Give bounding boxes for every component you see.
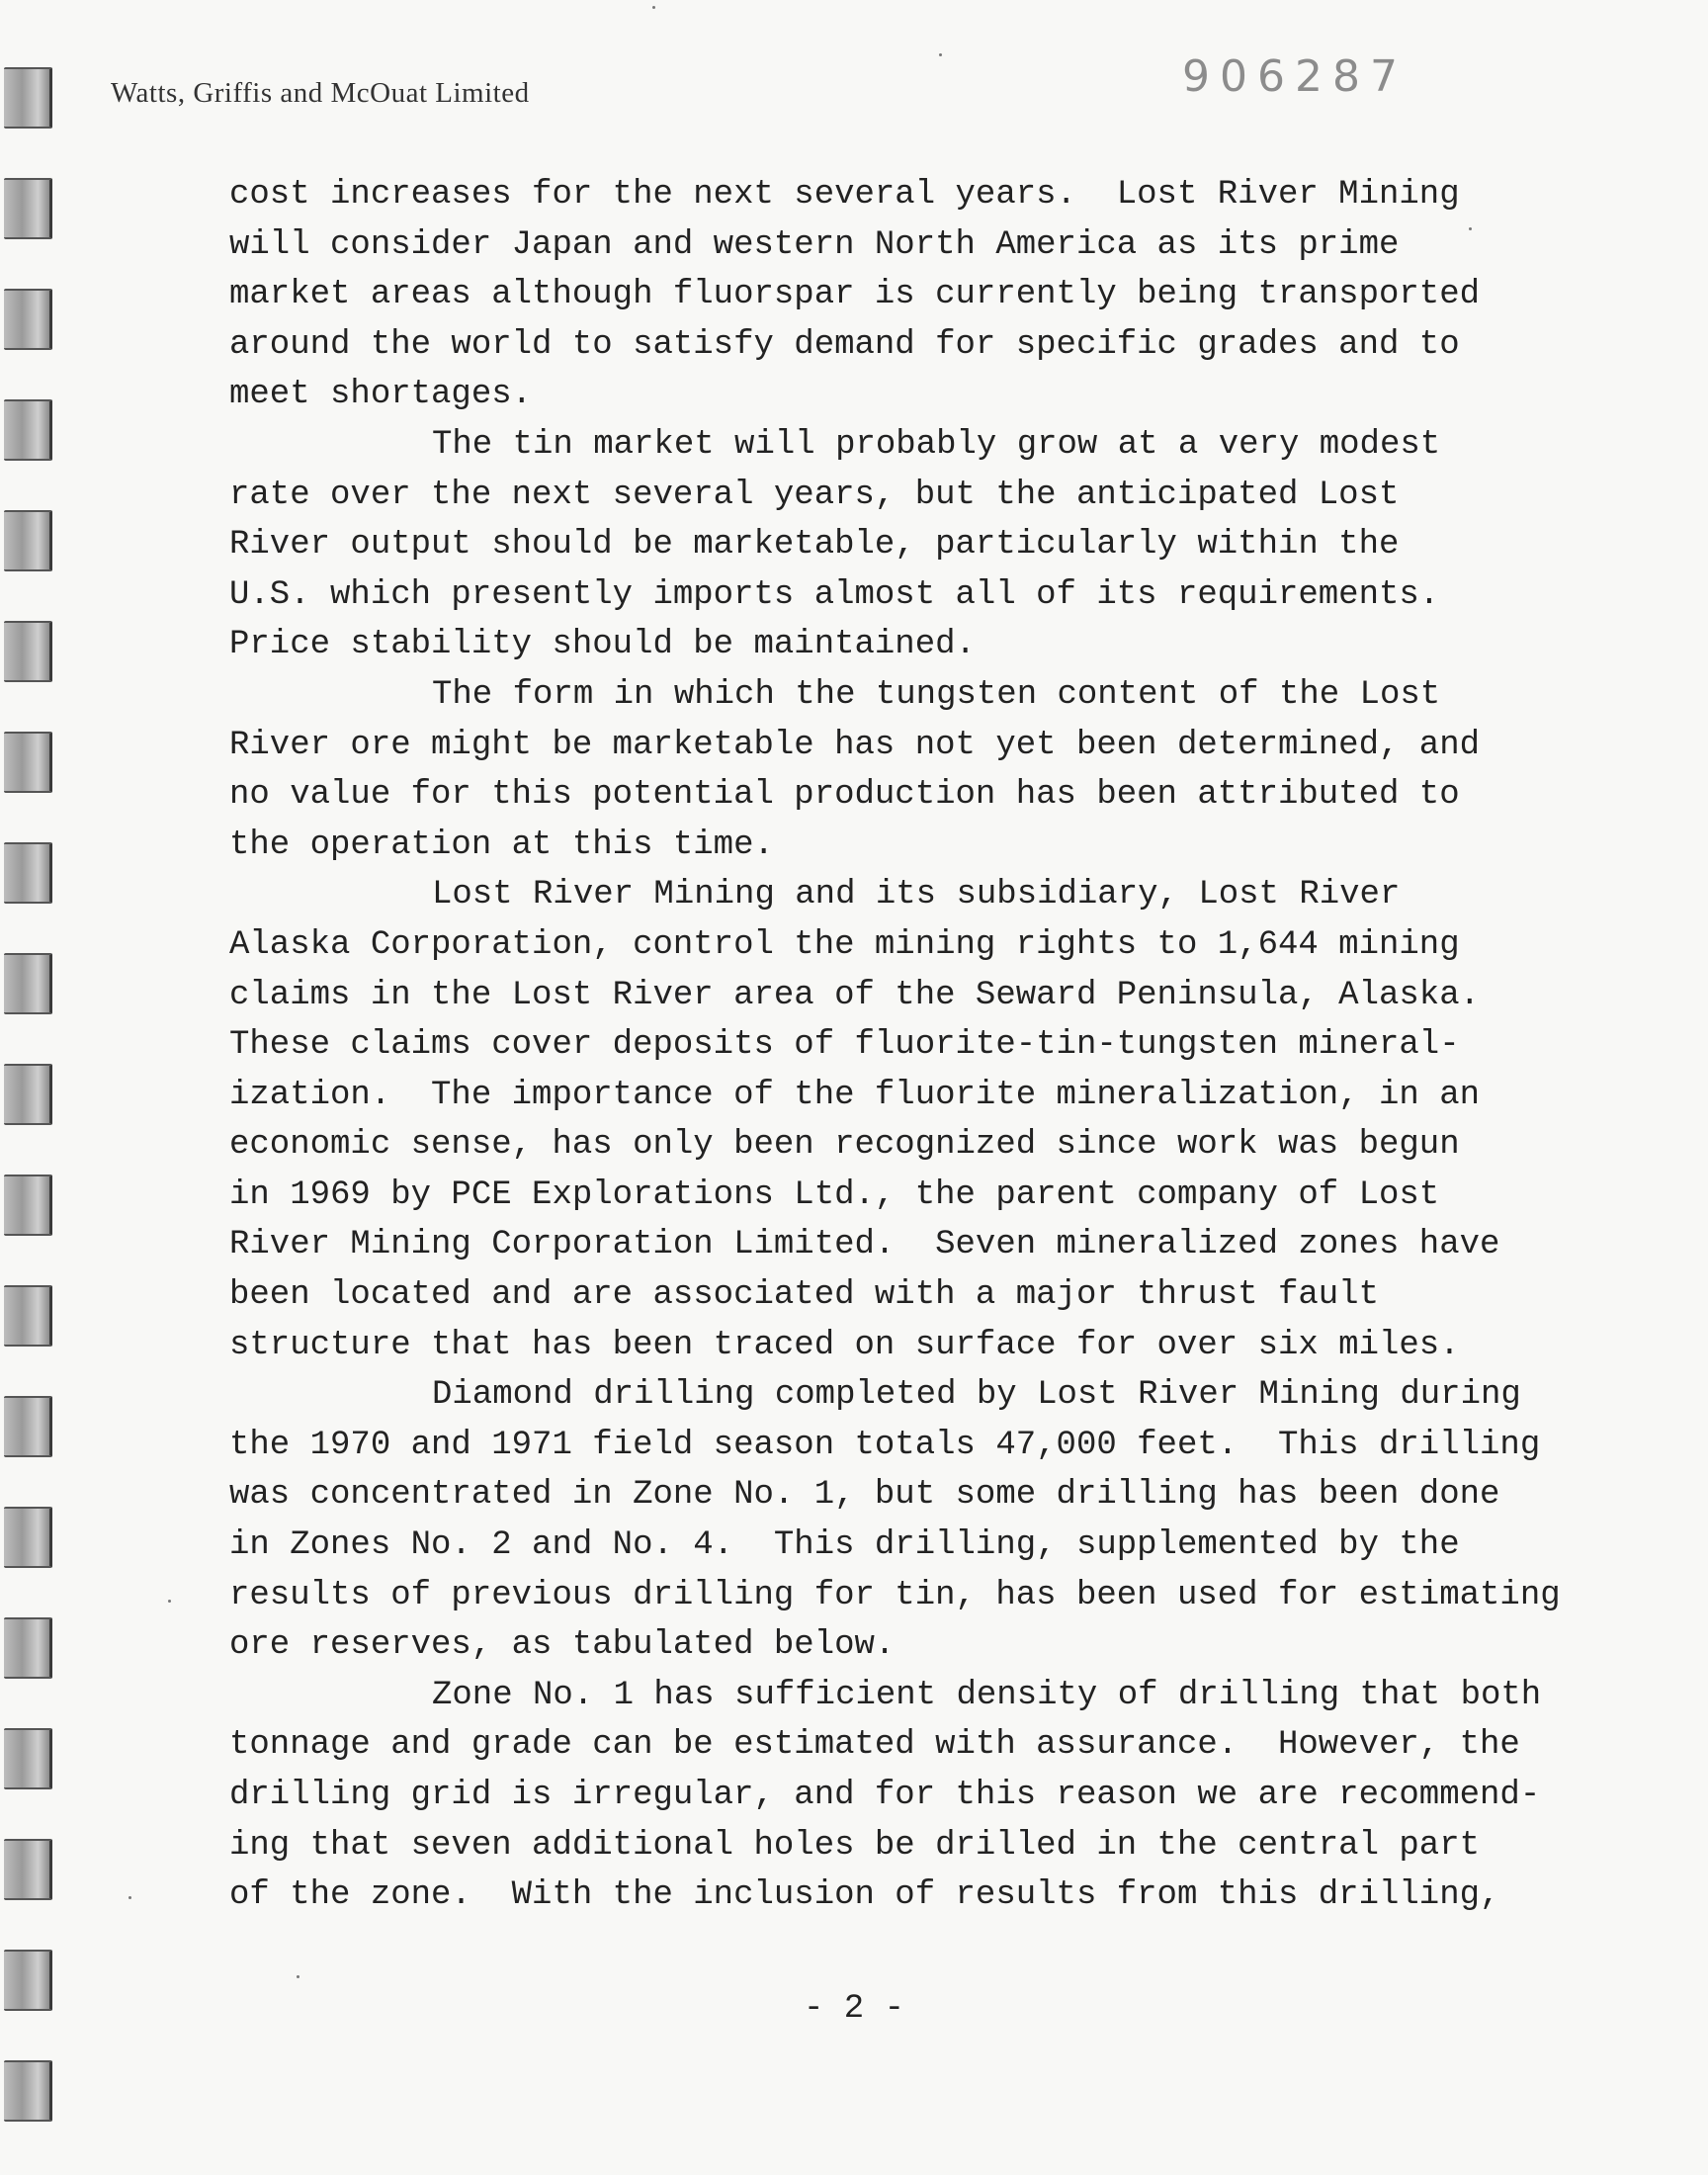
text-line: in 1969 by PCE Explorations Ltd., the parent company of Lost <box>229 1175 1440 1214</box>
binder-ring <box>4 953 52 1014</box>
scan-speck <box>168 1600 171 1603</box>
text-line: Zone No. 1 has sufficient density of drilling that both <box>432 1676 1542 1714</box>
text-line: Price stability should be maintained. <box>229 626 976 664</box>
text-line: was concentrated in Zone No. 1, but some drilling has been done <box>229 1476 1500 1515</box>
text-line: rate over the next several years, but the anticipated Lost <box>229 476 1400 514</box>
binder-ring <box>4 1396 52 1457</box>
text-line: The form in which the tungsten content of the Lost <box>432 675 1441 714</box>
text-line: claims in the Lost River area of the Seward Peninsula, Alaska. <box>229 976 1481 1014</box>
text-line: The tin market will probably grow at a very modest <box>432 425 1441 464</box>
binder-ring <box>4 1064 52 1125</box>
text-line: River output should be marketable, particularly within the <box>229 526 1400 565</box>
body-text <box>229 170 1564 1921</box>
text-line: structure that has been traced on surface for over six miles. <box>229 1326 1460 1364</box>
text-line: River Mining Corporation Limited. Seven mineralized zones have <box>229 1226 1500 1264</box>
binder-ring <box>4 289 52 350</box>
text-line: Lost River Mining and its subsidiary, Lost River <box>432 876 1401 914</box>
scan-speck <box>128 1896 131 1899</box>
text-line: no value for this potential production has been attributed to <box>229 776 1460 815</box>
text-line: results of previous drilling for tin, has been used for estimating <box>229 1576 1561 1614</box>
binder-ring <box>4 732 52 793</box>
text-line: drilling grid is irregular, and for this reason we are recommend- <box>229 1777 1541 1814</box>
text-line: the operation at this time. <box>229 826 774 864</box>
text-line: cost increases for the next several years. Lost River Mining <box>229 176 1460 214</box>
text-line: of the zone. With the inclusion of results from this drilling, <box>229 1876 1500 1915</box>
binder-ring <box>4 1174 52 1236</box>
page-number: - 2 - <box>803 1990 905 2028</box>
scan-speck <box>939 53 942 56</box>
binder-rings <box>0 59 59 2175</box>
text-line: meet shortages. <box>229 376 533 414</box>
scan-speck <box>652 6 655 9</box>
binder-ring <box>4 1728 52 1789</box>
scan-speck <box>1469 227 1472 230</box>
text-line: will consider Japan and western North America as its prime <box>229 225 1400 264</box>
text-line: economic sense, has only been recognized since work was begun <box>229 1126 1460 1165</box>
document-number: 906287 <box>1182 51 1408 102</box>
text-line: ization. The importance of the fluorite mineralization, in an <box>229 1076 1481 1114</box>
text-line: U.S. which presently imports almost all of its requirements. <box>229 575 1440 614</box>
text-line: Alaska Corporation, control the mining rights to 1,644 mining <box>229 925 1460 964</box>
binder-ring <box>4 1617 52 1679</box>
text-line: River ore might be marketable has not yet been determined, and <box>229 726 1481 764</box>
text-line: Diamond drilling completed by Lost River Mining during <box>432 1376 1521 1415</box>
binder-ring <box>4 842 52 904</box>
binder-ring <box>4 1507 52 1568</box>
binder-ring <box>4 399 52 461</box>
binder-ring <box>4 178 52 239</box>
scan-speck <box>297 1975 299 1978</box>
binder-ring <box>4 67 52 129</box>
text-line: been located and are associated with a major thrust fault <box>229 1276 1379 1315</box>
text-line: tonnage and grade can be estimated with assurance. However, the <box>229 1726 1520 1765</box>
text-line: market areas although fluorspar is currently being transported <box>229 276 1481 314</box>
binder-ring <box>4 1285 52 1347</box>
binder-ring <box>4 1839 52 1900</box>
text-line: ing that seven additional holes be drilled in the central part <box>229 1826 1481 1865</box>
text-line: in Zones No. 2 and No. 4. This drilling, supplemented by the <box>229 1526 1460 1565</box>
text-line: ore reserves, as tabulated below. <box>229 1626 896 1665</box>
text-line: These claims cover deposits of fluorite-tin-tungsten mineral- <box>229 1026 1460 1065</box>
binder-ring <box>4 510 52 571</box>
firm-letterhead: Watts, Griffis and McOuat Limited <box>111 77 530 109</box>
binder-ring <box>4 621 52 682</box>
binder-ring <box>4 2060 52 2122</box>
text-line: the 1970 and 1971 field season totals 47,000 feet. This drilling <box>229 1426 1541 1464</box>
text-line: around the world to satisfy demand for specific grades and to <box>229 325 1460 364</box>
